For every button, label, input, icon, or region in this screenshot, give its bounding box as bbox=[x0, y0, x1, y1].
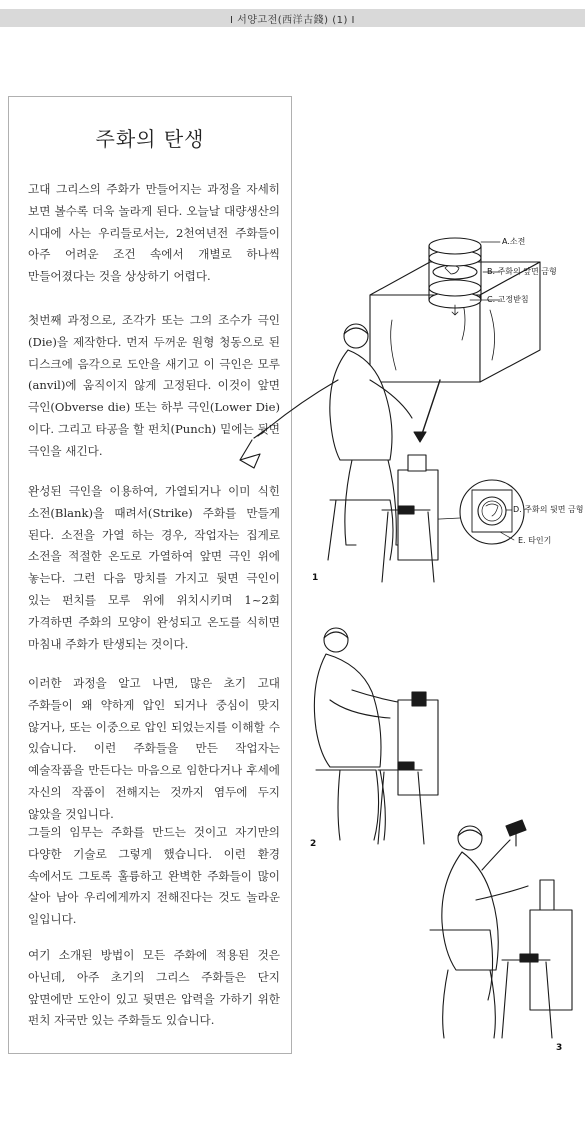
blank-coin bbox=[429, 238, 481, 254]
label-a: A.소전 bbox=[502, 237, 526, 246]
paragraph-5: 그들의 임무는 주화를 만드는 것이고 자기만의 다양한 기술로 그렇게 했습니다. 이런 환경 속에서도 그토록 훌륭하고 완벽한 주화들이 많이 살아 남아 우리에게까지 전해진다는 것도 놀라운 일입니다. bbox=[28, 825, 280, 927]
figure-number-3: 3 bbox=[556, 1043, 563, 1053]
paragraph-3: 완성된 극인을 이용하여, 가열되거나 이미 식힌 소전(Blank)을 때려서(Strike) 주화를 만들게 된다. 소전을 가열 하는 경우, 작업자는 집게로 소전을 적절한 온도로 가열하여 앞면 극인 위에 놓는다. 그런 다음 망치를 가지고 뒷면 극인이 있는 펀치를 모루 위에 위치시키며 1~2회 가격하면 주화의 모양이 완성되고 온도를 식히면 마침내 주화가 탄생되는 것이다. bbox=[28, 484, 280, 651]
figure-number-2: 2 bbox=[310, 839, 317, 849]
label-b: B. 주화의 앞면 금형 bbox=[487, 267, 557, 276]
anvil-detail-drawing bbox=[370, 238, 540, 382]
label-c: C. 고정받침 bbox=[487, 295, 529, 304]
die-coin-face bbox=[433, 265, 477, 279]
paragraph-6: 여기 소개된 방법이 모든 주화에 적용된 것은 아닌데, 아주 초기의 그리스 주화들은 단지 앞면에만 도안이 있고 뒷면은 압력을 가하기 위한 펀치 자국만 있는 주화들도 있습니다. bbox=[28, 948, 280, 1028]
article-title: 주화의 탄생 bbox=[95, 127, 205, 151]
paragraph-1: 고대 그리스의 주화가 만들어지는 과정을 자세히 보면 볼수록 더욱 놀라게 된다. 오늘날 대량생산의 시대에 사는 우리들로서는, 2천여년전 주화들이 아주 어려운 조건 속에서 개별로 하나씩 만들어졌다는 것을 상상하기 어렵다. bbox=[28, 182, 280, 284]
figure-2-worker-striking bbox=[314, 628, 438, 844]
label-d: D. 주화의 뒷면 금형 bbox=[513, 505, 584, 514]
figure-3-worker-hammer bbox=[430, 820, 572, 1038]
figure-number-1: 1 bbox=[312, 573, 319, 583]
paragraph-2: 첫번째 과정으로, 조각가 또는 그의 조수가 극인(Die)을 제작한다. 먼저 두꺼운 원형 청동으로 된 디스크에 음각으로 도안을 새기고 이 극인은 모루(anvil)에 움직이지 않게 고정된다. 이것이 앞면 극인(Obverse die) 또는 하부 극인(Lower Die)이다. 그리고 타공을 할 펀치(Punch) 밑에는 뒷면 극인을 새긴다. bbox=[28, 313, 280, 458]
label-e: E. 타인기 bbox=[518, 536, 552, 545]
page-header: Ⅰ 서양고전(西洋古錢) (1) Ⅰ bbox=[0, 9, 585, 27]
paragraph-4: 이러한 과정을 알고 나면, 많은 초기 고대 주화들이 왜 약하게 압인 되거나 중심이 맞지 않거나, 또는 이중으로 압인 되었는지를 이해할 수 있습니다. 이런 주화들을 만든 작업자는 예술작품을 만든다는 마음으로 임한다거나 후세에 자신의 작품이 전해지는 것까지 염두에 두지 않았을 것입니다. bbox=[28, 676, 280, 821]
